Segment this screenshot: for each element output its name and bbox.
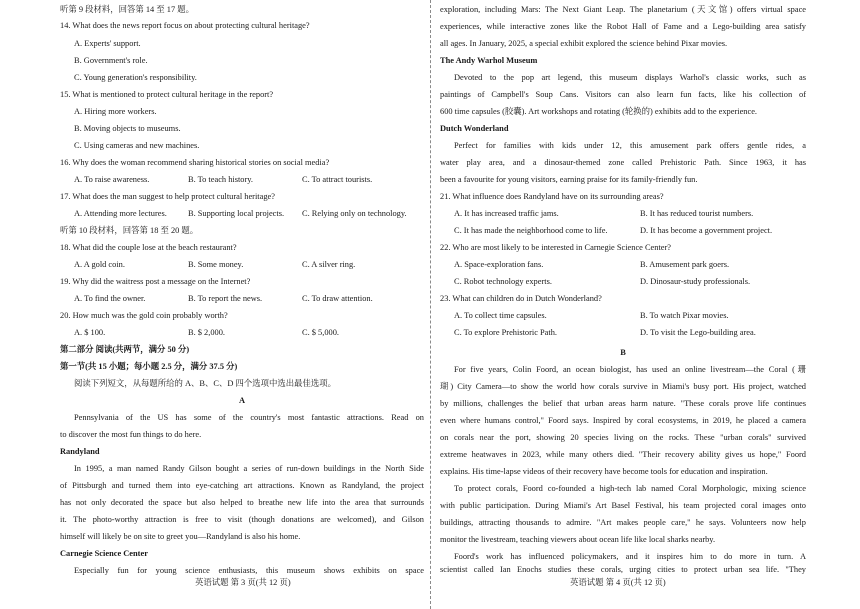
right-page-footer: 英语试题 第 4 页(共 12 页): [570, 578, 666, 587]
q15-option-a[interactable]: A. Hiring more workers.: [74, 107, 157, 116]
carnegie-line-1: Especially fun for young science enthusiasts, this museum shows exhibits on space: [74, 566, 424, 575]
randyland-heading: Randyland: [60, 447, 100, 456]
q22-option-c[interactable]: C. Robot technology experts.: [454, 277, 552, 286]
intro-line-2: to discover the most fun things to do here.: [60, 430, 202, 439]
q23-stem: 23. What can children do in Dutch Wonderland?: [440, 294, 602, 303]
q18-option-b[interactable]: B. Some money.: [188, 260, 244, 269]
b-para1-line-6: extreme heatwaves in 2023, while many others died. "Their recovery ability gives us hope," Foord: [440, 450, 806, 459]
q22-stem: 22. Who are most likely to be interested in Carnegie Science Center?: [440, 243, 672, 252]
q18-option-a[interactable]: A. A gold coin.: [74, 260, 125, 269]
q14-stem: 14. What does the news report focus on about protecting cultural heritage?: [60, 21, 310, 30]
q16-stem: 16. Why does the woman recommend sharing historical stories on social media?: [60, 158, 330, 167]
q21-stem: 21. What influence does Randyland have on its surrounding areas?: [440, 192, 664, 201]
listening-section-9: 听第 9 段材料，回答第 14 至 17 题。: [60, 5, 194, 14]
q15-option-b[interactable]: B. Moving objects to museums.: [74, 124, 181, 133]
dutch-heading: Dutch Wonderland: [440, 124, 509, 133]
passage-letter-b: B: [620, 348, 626, 357]
carnegie-cont-line-1: exploration, including Mars: The Next Giant Leap. The planetarium (天文馆) offers virtual space: [440, 5, 806, 14]
q23-option-d[interactable]: D. To visit the Lego-building area.: [640, 328, 756, 337]
q22-option-a[interactable]: A. Space-exploration fans.: [454, 260, 544, 269]
passage-letter-a: A: [238, 396, 246, 405]
q15-stem: 15. What is mentioned to protect cultural heritage in the report?: [60, 90, 274, 99]
q19-option-b[interactable]: B. To report the news.: [188, 294, 263, 303]
b-para2-line-2: with public participation. During Miami's Art Basel Festival, his team projected coral images onto: [440, 501, 806, 510]
b-para1-line-1: For five years, Colin Foord, an ocean biologist, has used an online livestream—the Coral (珊: [454, 365, 806, 374]
q23-option-c[interactable]: C. To explore Prehistoric Path.: [454, 328, 558, 337]
randyland-line-3: has not only decorated the space but also helped to breathe new life into the area that surrounds: [60, 498, 424, 507]
q22-option-b[interactable]: B. Amusement park goers.: [640, 260, 730, 269]
q19-option-c[interactable]: C. To draw attention.: [302, 294, 373, 303]
carnegie-cont-line-2: experiences, while interactive zones like the Robot Hall of Fame and a Lego-building area satisfy: [440, 22, 806, 31]
b-para1-line-7: explains. His time-lapse videos of their recovery have become tools for education and inspiration.: [440, 467, 768, 476]
q23-option-b[interactable]: B. To watch Pixar movies.: [640, 311, 729, 320]
dutch-line-1: Perfect for families with kids under 12, this amusement park offers gentle rides, a: [454, 141, 806, 150]
b-para3-line-1: Foord's work has influenced policymakers, and it inspires him to do more in turn. A: [454, 552, 806, 561]
q16-option-a[interactable]: A. To raise awareness.: [74, 175, 150, 184]
listening-section-10: 听第 10 段材料，回答第 18 至 20 题。: [60, 226, 199, 235]
warhol-heading: The Andy Warhol Museum: [440, 56, 538, 65]
b-para1-line-2: 瑚) City Camera—to show the world how corals survive in Miami's busy port. His project, watched: [440, 382, 806, 391]
warhol-line-3: 600 time capsules (胶囊). Art workshops and rotating (轮换的) exhibits add to the experience.: [440, 107, 758, 116]
b-para2-line-1: To protect corals, Foord co-founded a high-tech lab named Coral Morphologic, mixing science: [454, 484, 806, 493]
q21-option-b[interactable]: B. It has reduced tourist numbers.: [640, 209, 754, 218]
warhol-line-1: Devoted to the pop art legend, this museum displays Warhol's classic works, such as: [454, 73, 806, 82]
q23-option-a[interactable]: A. To collect time capsules.: [454, 311, 547, 320]
q14-option-c[interactable]: C. Young generation's responsibility.: [74, 73, 197, 82]
b-para1-line-3: by millions, challenges the belief that urban areas harm nature. "These corals prove life continues: [440, 399, 806, 408]
dutch-line-3: been a favourite for young visitors, earning praise for its family-friendly fun.: [440, 175, 698, 184]
randyland-line-2: of Pittsburgh and turned them into eye-catching art attractions. Known as Randyland, the project: [60, 481, 424, 490]
carnegie-cont-line-3: all ages. In January, 2025, a special exhibit explored the science behind Pixar movies.: [440, 39, 728, 48]
q14-option-b[interactable]: B. Government's role.: [74, 56, 148, 65]
q19-option-a[interactable]: A. To find the owner.: [74, 294, 146, 303]
b-para2-line-4: monitor the livestream, teaching viewers about ocean life like local sharks nearby.: [440, 535, 716, 544]
q21-option-d[interactable]: D. It has become a government project.: [640, 226, 773, 235]
dutch-line-2: water play area, and a dinosaur-themed zone called Prehistoric Path. Since 1963, it has: [440, 158, 806, 167]
carnegie-heading: Carnegie Science Center: [60, 549, 148, 558]
q17-option-c[interactable]: C. Relying only on technology.: [302, 209, 407, 218]
q21-option-c[interactable]: C. It has made the neighborhood come to life.: [454, 226, 608, 235]
warhol-line-2: paintings of Campbell's Soup Cans. Visitors can also learn fun facts, like his collection of: [440, 90, 806, 99]
q20-option-c[interactable]: C. $ 5,000.: [302, 328, 339, 337]
reading-instructions: 阅读下列短文，从每题所给的 A、B、C、D 四个选项中选出最佳选项。: [74, 379, 336, 388]
q17-option-a[interactable]: A. Attending more lectures.: [74, 209, 167, 218]
column-divider: [430, 0, 431, 609]
b-para1-line-4: even where humans control," Foord says. Inspired by coral ecosystems, in 2019, he placed a camera: [440, 416, 806, 425]
q20-stem: 20. How much was the gold coin probably worth?: [60, 311, 228, 320]
q21-option-a[interactable]: A. It has increased traffic jams.: [454, 209, 559, 218]
intro-line-1: Pennsylvania of the US has some of the country's most fantastic attractions. Read on: [74, 413, 424, 422]
q19-stem: 19. Why did the waitress post a message on the Internet?: [60, 277, 251, 286]
q14-option-a[interactable]: A. Experts' support.: [74, 39, 141, 48]
q20-option-b[interactable]: B. $ 2,000.: [188, 328, 225, 337]
q18-option-c[interactable]: C. A silver ring.: [302, 260, 356, 269]
q20-option-a[interactable]: A. $ 100.: [74, 328, 106, 337]
randyland-line-1: In 1995, a man named Randy Gilson bought a series of run-down buildings in the North Side: [74, 464, 424, 473]
q15-option-c[interactable]: C. Using cameras and new machines.: [74, 141, 200, 150]
section1-heading: 第一节(共 15 小题；每小题 2.5 分，满分 37.5 分): [60, 362, 238, 371]
q22-option-d[interactable]: D. Dinosaur-study professionals.: [640, 277, 751, 286]
q18-stem: 18. What did the couple lose at the beach restaurant?: [60, 243, 237, 252]
q16-option-b[interactable]: B. To teach history.: [188, 175, 254, 184]
left-page-footer: 英语试题 第 3 页(共 12 页): [195, 578, 291, 587]
randyland-line-5: himself will likely be on site to greet you—Randyland is also his home.: [60, 532, 301, 541]
b-para1-line-5: on corals near the port, showing 20 species living on the rocks. These "urban corals" survived: [440, 433, 806, 442]
b-para2-line-3: buildings, attracting thousands to admire. "Art makes people care," he says. Volunteers now help: [440, 518, 806, 527]
part2-heading: 第二部分 阅读(共两节，满分 50 分): [60, 345, 190, 354]
q16-option-c[interactable]: C. To attract tourists.: [302, 175, 373, 184]
randyland-line-4: it. The photo-worthy attraction is free to visit (though donations are welcomed), and Gilson: [60, 515, 424, 524]
q17-option-b[interactable]: B. Supporting local projects.: [188, 209, 285, 218]
b-para3-line-2: scientist called Ian Enochs studies these corals, urging cities to protect urban sea life. "They: [440, 565, 806, 574]
q17-stem: 17. What does the man suggest to help protect cultural heritage?: [60, 192, 275, 201]
